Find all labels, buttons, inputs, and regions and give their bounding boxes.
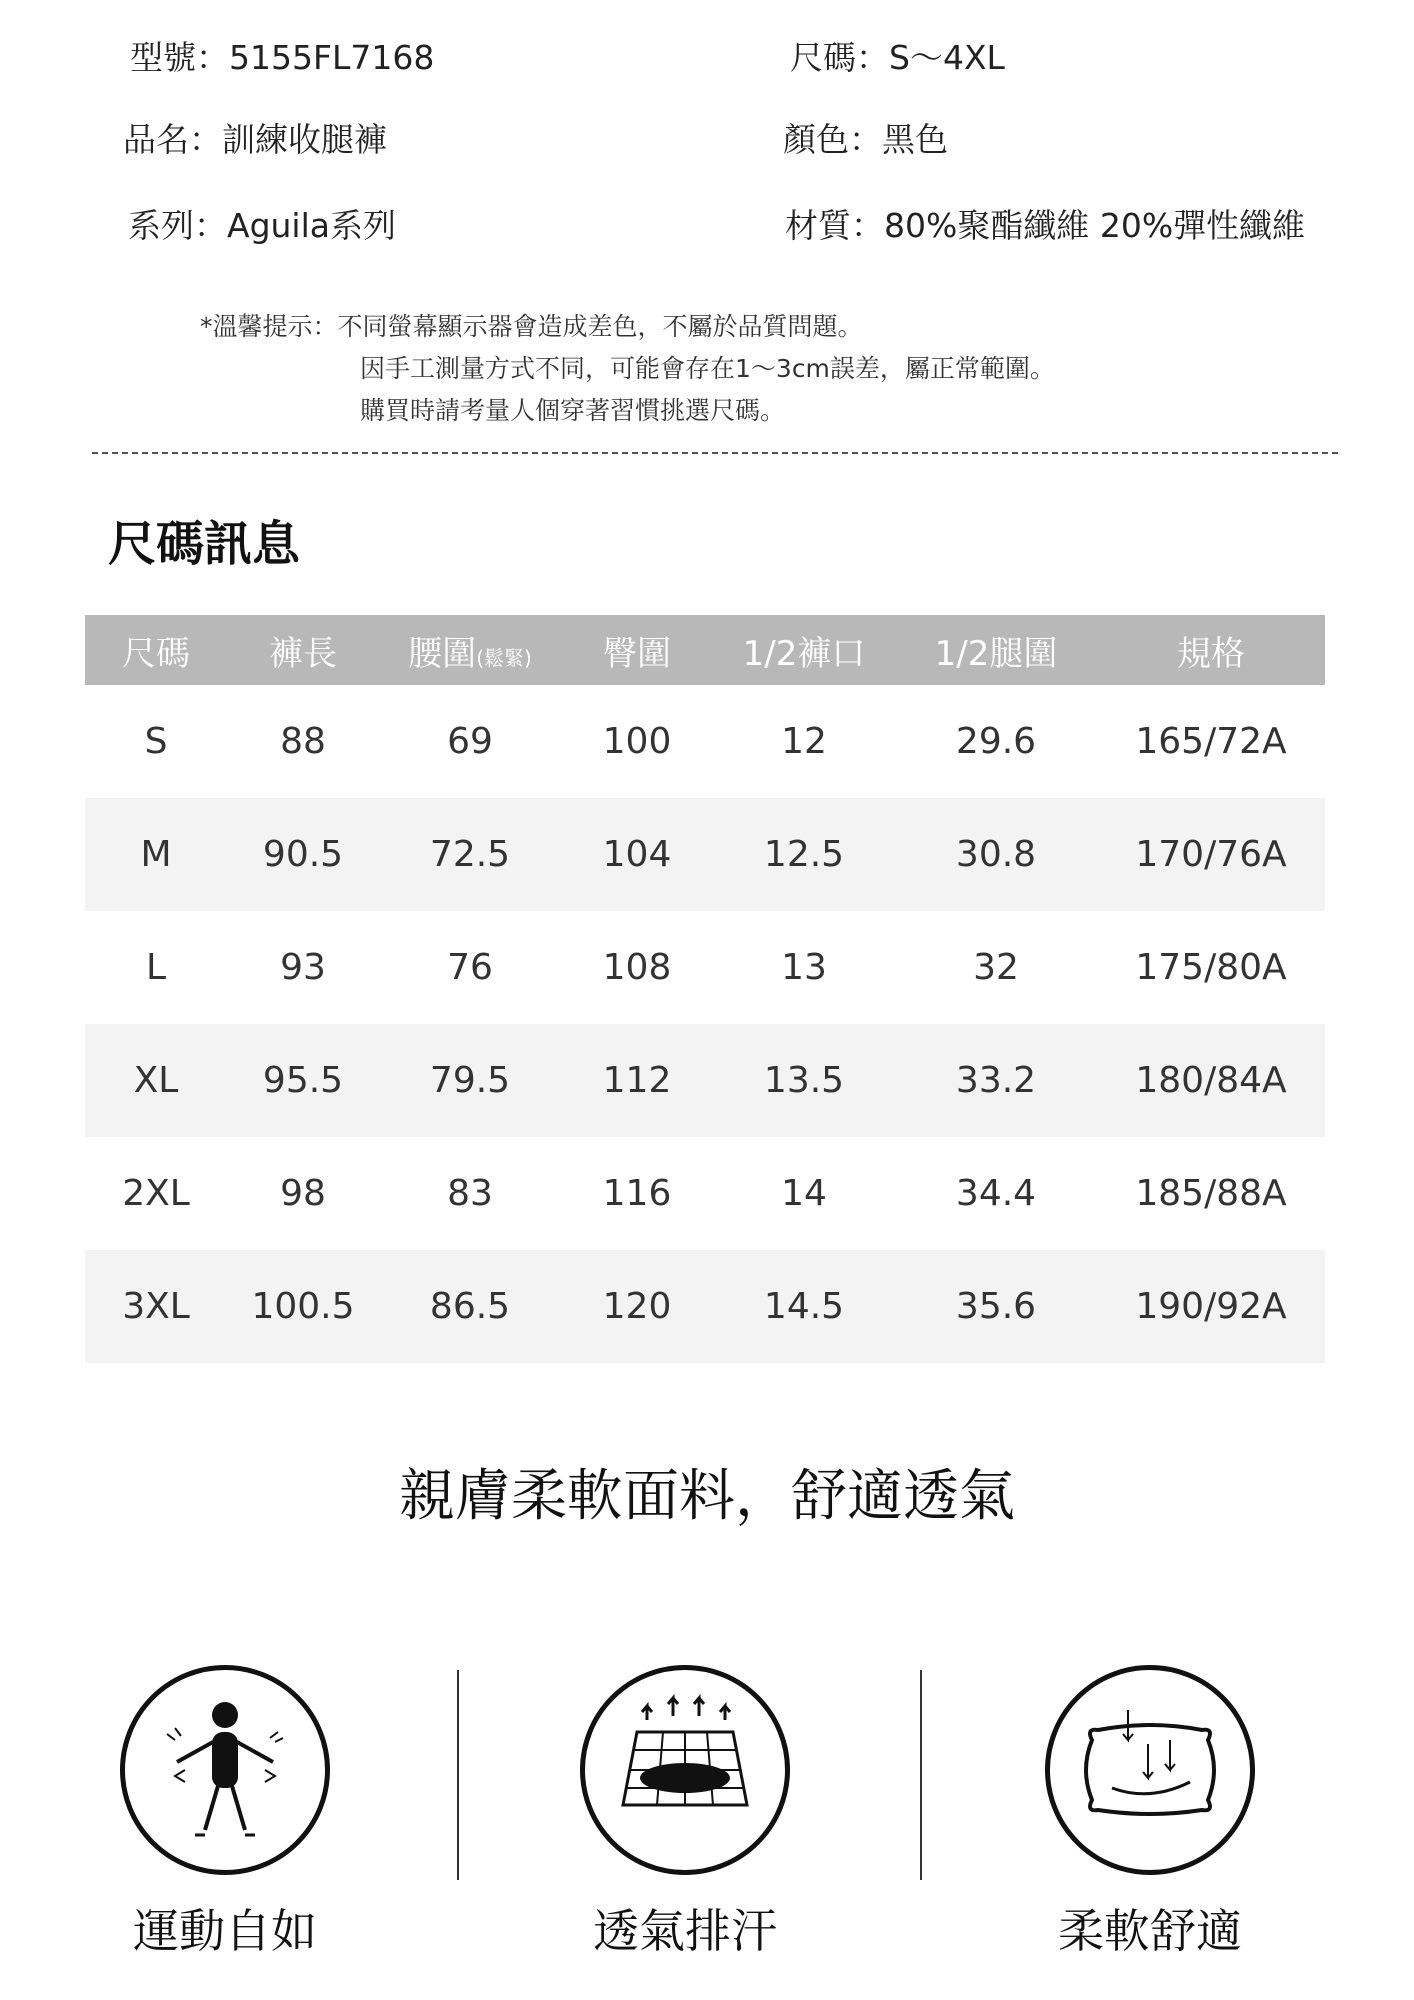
dashed-divider [92,452,1338,454]
divider-line [457,1670,459,1880]
divider-line [920,1670,922,1880]
table-cell: 95.5 [227,1024,379,1137]
header-size: 尺碼 [85,615,227,685]
table-cell: 12.5 [713,798,895,911]
table-cell: 98 [280,1173,326,1214]
table-row [85,1137,1325,1250]
header-length: 褲長 [227,615,379,685]
stretch-figure-icon [120,1665,330,1875]
table-cell: 100 [602,721,672,762]
table-cell: 30.8 [895,798,1097,911]
header-hem: 1/2褲口 [713,615,895,685]
table-cell: 185/88A [1135,1173,1287,1214]
table-cell: 165/72A [1135,721,1287,762]
table-cell: 13 [781,947,827,988]
table-cell: 72.5 [379,798,561,911]
header-waist: 腰圍(鬆緊) [379,615,561,685]
table-row [85,911,1325,1024]
table-cell: 69 [447,721,493,762]
table-cell: 32 [973,947,1019,988]
table-cell: 34.4 [955,1173,1037,1214]
table-cell: 14.5 [713,1250,895,1363]
table-row [85,1024,1325,1137]
spec-material: 材質：80%聚酯纖維 20%彈性纖維 [785,206,1306,245]
notice-line-2: 因手工測量方式不同，可能會存在1～3cm誤差，屬正常範圍。 [360,354,1055,383]
breathable-fabric-icon [580,1665,790,1875]
table-cell: 108 [602,947,672,988]
feature-label-breathable: 透氣排汗 [593,1904,777,1958]
table-cell: M [85,798,227,911]
soft-pillow-icon [1045,1665,1255,1875]
waist-note: (鬆緊) [476,645,532,670]
table-cell: 116 [602,1173,672,1214]
table-cell: L [145,947,167,988]
table-cell: XL [85,1024,227,1137]
table-cell: 76 [447,947,493,988]
table-row [85,798,1325,911]
table-cell: 13.5 [713,1024,895,1137]
table-cell: S [144,721,168,762]
table-cell: 190/92A [1097,1250,1325,1363]
table-cell: 112 [561,1024,713,1137]
table-row [85,1250,1325,1363]
notice-block [200,306,1055,432]
notice-line-1: *溫馨提示：不同螢幕顯示器會造成差色，不屬於品質問題。 [200,312,863,341]
table-cell: 170/76A [1097,798,1325,911]
table-cell: 104 [561,798,713,911]
table-cell: 14 [781,1173,827,1214]
table-cell: 180/84A [1097,1024,1325,1137]
table-cell: 93 [280,947,326,988]
table-cell: 175/80A [1135,947,1287,988]
table-cell: 100.5 [227,1250,379,1363]
spec-color: 顏色：黑色 [783,120,948,159]
table-cell: 29.6 [955,721,1037,762]
table-cell: 86.5 [379,1250,561,1363]
feature-label-soft: 柔軟舒適 [1058,1904,1242,1958]
header-hip: 臀圍 [561,615,713,685]
spec-series: 系列：Aguila系列 [128,206,396,245]
feature-label-motion: 運動自如 [133,1904,317,1958]
table-cell: 79.5 [379,1024,561,1137]
table-cell: 3XL [85,1250,227,1363]
spec-size: 尺碼：S～4XL [790,38,1005,77]
notice-line-3: 購買時請考量人個穿著習慣挑選尺碼。 [360,396,786,425]
table-cell: 33.2 [895,1024,1097,1137]
spec-model: 型號：5155FL7168 [130,38,435,77]
table-cell: 90.5 [227,798,379,911]
table-cell: 120 [561,1250,713,1363]
table-cell: 88 [280,721,326,762]
table-cell: 83 [447,1173,493,1214]
tagline: 親膚柔軟面料，舒適透氣 [399,1464,1015,1529]
table-cell: 2XL [122,1173,190,1214]
table-row [85,685,1325,798]
spec-name: 品名：訓練收腿褲 [123,120,387,159]
table-cell: 35.6 [895,1250,1097,1363]
header-thigh: 1/2腿圍 [895,615,1097,685]
size-table-header [85,615,1325,685]
size-table [85,615,1325,1363]
header-spec: 規格 [1097,615,1325,685]
size-section-title: 尺碼訊息 [108,516,301,572]
table-cell: 12 [781,721,827,762]
